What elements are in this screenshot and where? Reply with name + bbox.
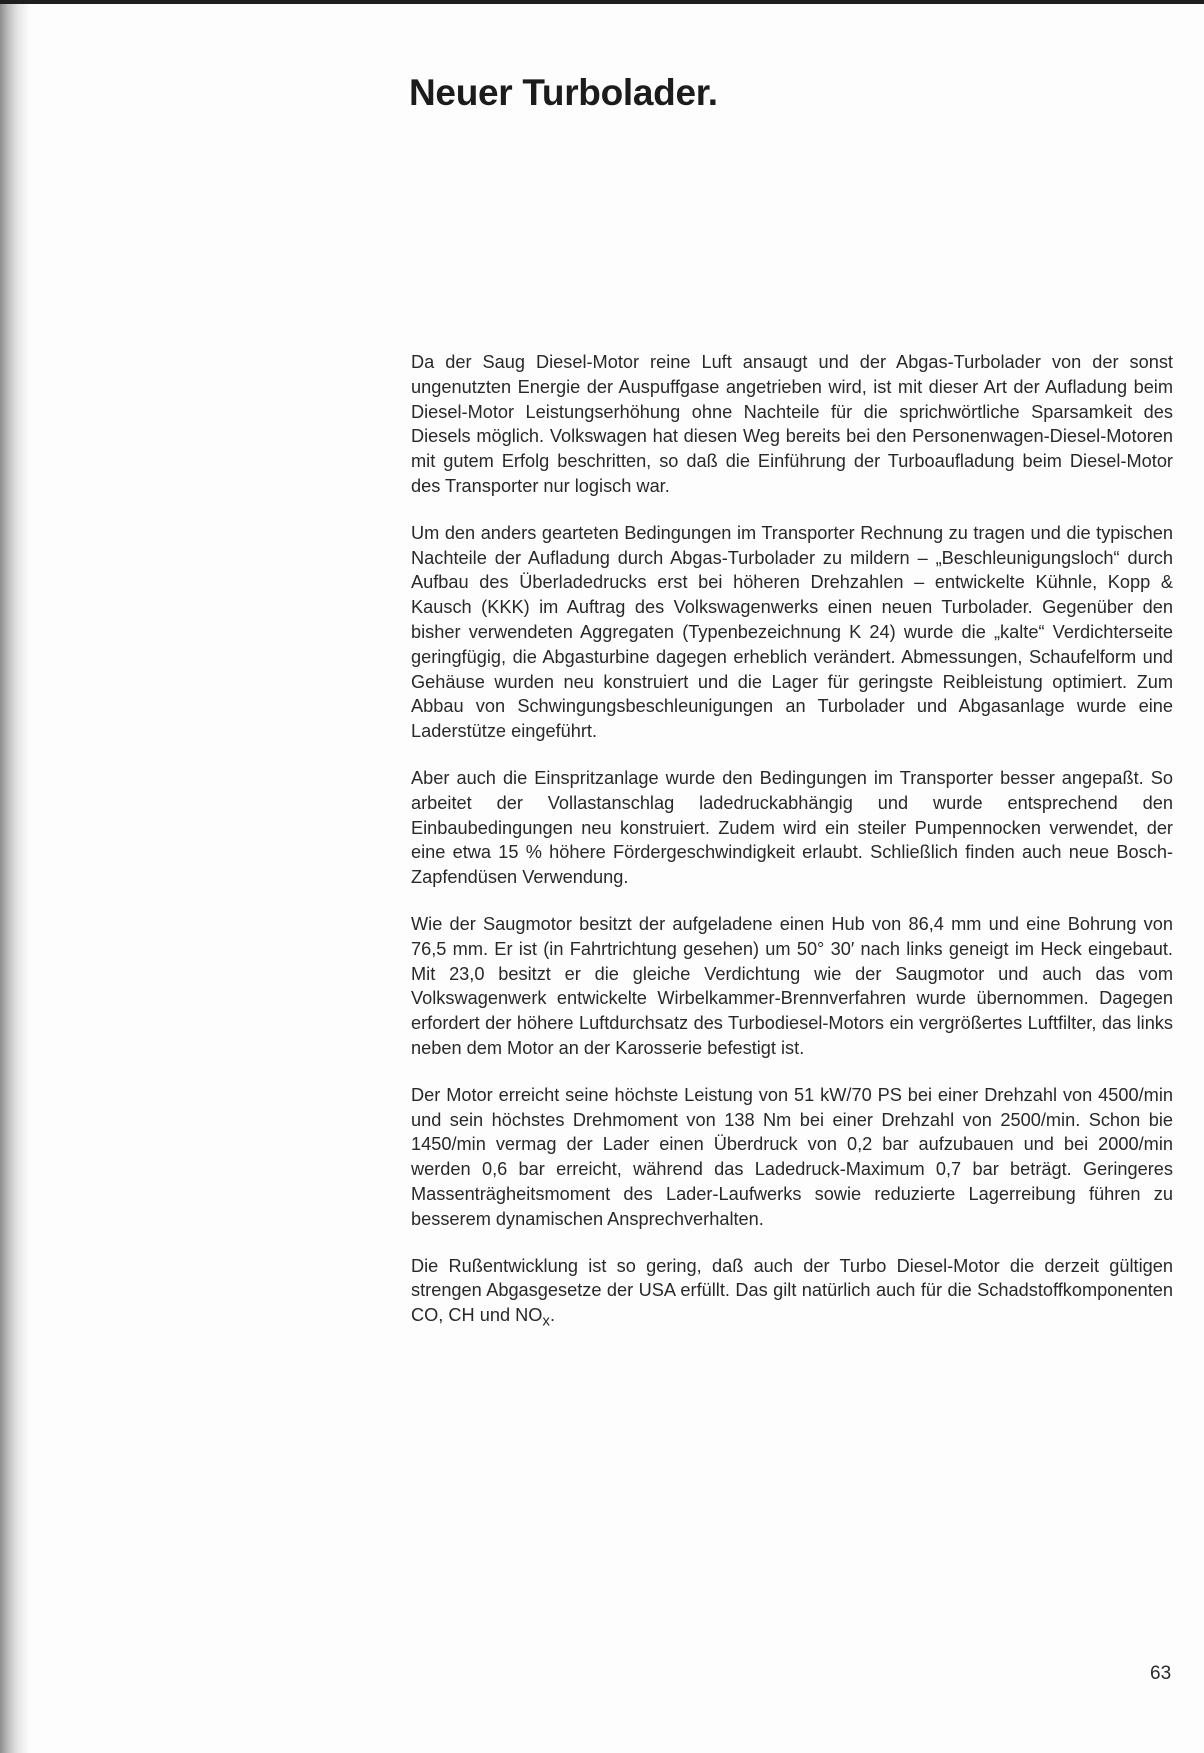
paragraph-6-text: Die Rußentwicklung ist so gering, daß auch der Turbo Diesel-Motor die derzeit gültigen strengen Abgasgesetze der USA erfüllt. Das gilt natürlich auch für die Schadstoffkomponenten CO, CH und NO xyxy=(411,1255,1173,1326)
paragraph-1: Da der Saug Diesel-Motor reine Luft ansaugt und der Abgas-Turbolader von der sonst ungenutzten Energie der Auspuffgase angetrieben wird, ist mit dieser Art der Aufladung beim Diesel-Motor Leistungserhöhung ohne Nachteile für die sprichwörtliche Sparsamkeit des Diesels möglich. Volkswagen hat diesen Weg bereits bei den Personenwagen-Diesel-Motoren mit gutem Erfolg beschritten, so daß die Einführung der Turboaufladung beim Diesel-Motor des Transporter nur logisch war. xyxy=(411,352,1173,496)
binding-shadow xyxy=(0,4,30,1753)
paragraph-6 xyxy=(411,1254,1173,1335)
page-number: 63 xyxy=(1150,1663,1172,1684)
paragraph-4: Wie der Saugmotor besitzt der aufgeladene einen Hub von 86,4 mm und eine Bohrung von 76,5 mm. Er ist (in Fahrtrichtung gesehen) um 50° 30′ nach links geneigt im Heck eingebaut. Mit 23,0 besitzt er die gleiche Verdichtung wie der Saugmotor und auch das vom Volkswagenwerk entwickelte Wirbelkammer-Brennverfahren wurde übernommen. Dagegen erfordert der höhere Luftdurchsatz des Turbodiesel-Motors ein vergrößertes Luftfilter, das links neben dem Motor an der Karosserie befestigt ist. xyxy=(411,913,1173,1058)
paragraph-3: Aber auch die Einspritzanlage wurde den Bedingungen im Transporter besser angepaßt. So arbeitet der Vollastanschlag ladedruckabhängig und wurde entsprechend den Einbaubedingungen neu konstruiert. Zudem wird ein steiler Pumpennocken verwendet, der eine etwa 15 % höhere Fördergeschwindigkeit erlaubt. Schließlich finden auch neue Bosch-Zapfendüsen Verwendung. xyxy=(411,767,1173,888)
paragraph-5: Der Motor erreicht seine höchste Leistung von 51 kW/70 PS bei einer Drehzahl von 4500/min und sein höchstes Drehmoment von 138 Nm bei einer Drehzahl von 2500/min. Schon bie 1450/min vermag der Lader einen Überdruck von 0,2 bar aufzubauen und bei 2000/min werden 0,6 bar erreicht, während das Ladedruck-Maximum 0,7 bar beträgt. Geringeres Massenträgheitsmoment des Lader-Laufwerks sowie reduzierte Lagerreibung führen zu besserem dynamischen Ansprechverhalten. xyxy=(411,1084,1173,1229)
page-title: Neuer Turbolader. xyxy=(409,72,718,113)
body-text xyxy=(411,350,1173,1357)
paragraph-6-end: . xyxy=(549,1305,556,1326)
paragraph-2: Um den anders gearteten Bedingungen im Transporter Rechnung zu tragen und die typischen Nachteile der Aufladung durch Abgas-Turbolader zu mildern – „Beschleunigungsloch“ durch Aufbau des Überladedrucks erst bei höheren Drehzahlen – entwickelte Kühnle, Kopp & Kausch (KKK) im Auftrag des Volkswagenwerks einen neuen Turbolader. Gegenüber den bisher verwendeten Aggregaten (Typenbezeichnung K 24) wurde die „kalte“ Verdichterseite geringfügig, die Abgasturbine dagegen erheblich verändert. Abmessungen, Schaufelform und Gehäuse wurden neu konstruiert und die Lager für geringste Reibleistung optimiert. Zum Abbau von Schwingungsbeschleunigungen an Turbolader und Abgasanlage wurde eine Laderstütze eingeführt. xyxy=(411,522,1173,742)
top-border xyxy=(0,0,1204,4)
nox-subscript: x xyxy=(542,1312,550,1330)
